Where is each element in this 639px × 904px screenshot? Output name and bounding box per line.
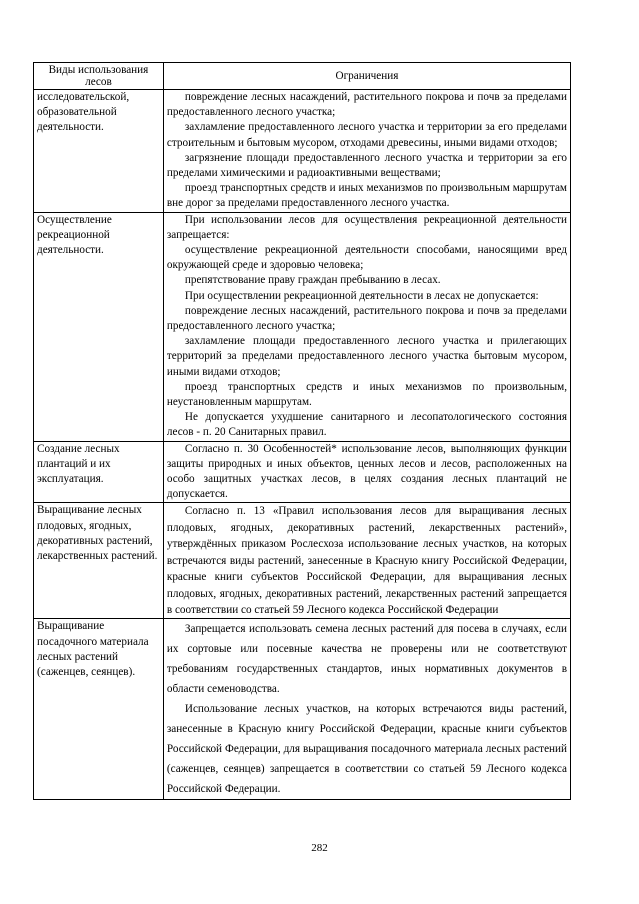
restriction-paragraph: При осуществлении рекреационной деятельности в лесах не допускается:: [184, 289, 539, 302]
table-row: [34, 503, 571, 619]
usage-type-cell: Выращивание посадочного материала лесных растений (саженцев, сеянцев).: [34, 619, 164, 800]
restriction-paragraph: загрязнение площади предоставленного лесного участка и территории за его пределами химическими и радиоактивными веществами;: [166, 151, 567, 180]
restriction-paragraph: проезд транспортных средств и иных механизмов по произвольным, неустановленным маршрутам.: [166, 380, 567, 409]
restriction-paragraph: При использовании лесов для осуществления рекреационной деятельности запрещается:: [166, 213, 567, 241]
restriction-paragraph: повреждение лесных насаждений, растительного покрова и почв за пределами предоставленного лесного участка;: [166, 304, 567, 333]
restrictions-cell: [163, 90, 570, 213]
restriction-paragraph: Не допускается ухудшение санитарного и лесопатологического состояния лесов - п. 20 Санитарных правил.: [166, 411, 567, 439]
restriction-paragraph: захламление площади предоставленного лесного участка и прилегающих территорий за пределами предоставленного лесного участка бытовым мусором, иными видами отходов;: [166, 335, 567, 378]
restrictions-cell: [163, 619, 570, 800]
restrictions-cell: [163, 212, 570, 441]
restriction-paragraph: повреждение лесных насаждений, растительного покрова и почв за пределами предоставленного лесного участка;: [166, 91, 567, 119]
restriction-paragraph: осуществление рекреационной деятельности способами, наносящими вред окружающей среде и здоровью человека;: [166, 244, 567, 272]
restrictions-table: [33, 62, 571, 800]
restrictions-cell: [163, 441, 570, 503]
restriction-paragraph: проезд транспортных средств и иных механизмов по произвольным маршрутам вне дорог за пределами предоставленного лесного участка.: [166, 182, 567, 210]
table-header-row: [34, 63, 571, 90]
header-usage-types: Виды использования лесов: [34, 63, 164, 90]
restriction-paragraph: Согласно п. 13 «Правил использования лесов для выращивания лесных плодовых, ягодных, декоративных растений, лекарственных растений», утверждённых приказом Рослесхоза использование лесных участков, на которых встречаются виды растений, занесенные в Красную книгу Российской Федерации, красные книги субъектов Российской Федерации, для выращивания лесных плодовых, ягодных, декоративных растений, лекарственных растений запрещается в соответствии со статьей 59 Лесного кодекса Российской Федерации: [166, 505, 567, 616]
page-number: 282: [311, 842, 328, 854]
restrictions-cell: [163, 503, 570, 619]
usage-type-cell: Создание лесных плантаций и их эксплуатация.: [34, 441, 164, 503]
restriction-paragraph: Согласно п. 30 Особенностей* использование лесов, выполняющих функции защиты природных и иных объектов, ценных лесов и лесов, расположенных на особо защитных участках лесов, в целях создания лесных плантаций не допускается.: [166, 442, 567, 501]
restriction-paragraph: Запрещается использовать семена лесных растений для посева в случаях, если их сортовые или посевные качества не проверены или не соответствуют требованиям государственных стандартов, иных нормативных документов в области семеноводства.: [166, 623, 567, 696]
usage-type-cell: Осуществление рекреационной деятельности.: [34, 212, 164, 441]
table-row: [34, 441, 571, 503]
table-row: [34, 619, 571, 800]
header-restrictions: Ограничения: [163, 63, 570, 90]
restriction-paragraph: Использование лесных участков, на которых встречаются виды растений, занесенные в Красную книгу Российской Федерации, красные книги субъектов Российской Федерации, для выращивания посадочного материала лесных растений (саженцев, сеянцев) запрещается в соответствии со статьей 59 Лесного кодекса Российской Федерации.: [166, 703, 567, 796]
usage-type-cell: исследовательской, образовательной деятельности.: [34, 90, 164, 213]
usage-type-cell: Выращивание лесных плодовых, ягодных, декоративных растений, лекарственных растений.: [34, 503, 164, 619]
restriction-paragraph: препятствование праву граждан пребыванию в лесах.: [184, 274, 441, 287]
table-row: [34, 212, 571, 441]
table-row: [34, 90, 571, 213]
restriction-paragraph: захламление предоставленного лесного участка и территории за его пределами строительным и бытовым мусором, отходами древесины, иными видами отходов;: [166, 121, 567, 149]
